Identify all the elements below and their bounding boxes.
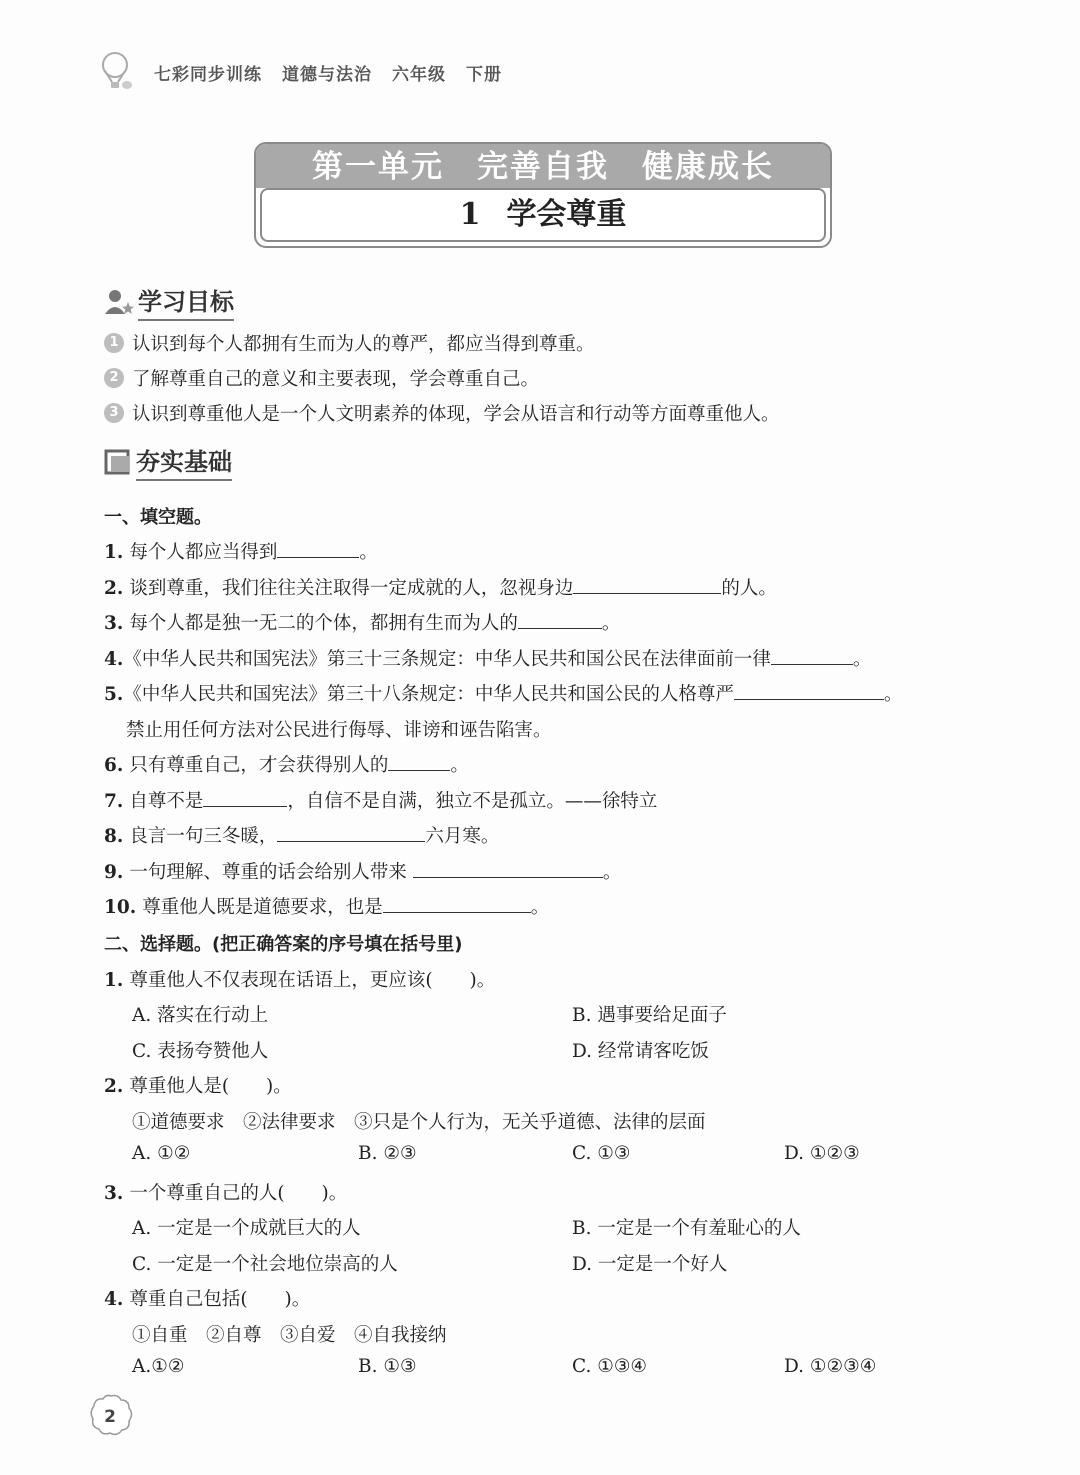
subject-name: 道德与法治 (282, 64, 372, 85)
option-c[interactable]: C. 表扬夸赞他人 (132, 1041, 269, 1062)
option-a[interactable]: A. 落实在行动上 (132, 1005, 269, 1026)
goal-number-badge: 3 (104, 403, 124, 423)
goal-item (104, 400, 780, 426)
answer-blank[interactable] (734, 681, 884, 700)
goal-item (104, 330, 595, 356)
answer-blank[interactable] (277, 539, 359, 558)
notebook-icon (104, 448, 132, 476)
grade-name: 六年级 (392, 64, 446, 85)
option-a[interactable]: A. ①② (132, 1143, 191, 1164)
answer-blank[interactable] (277, 823, 425, 842)
choice-question-3: 3. 一个尊重自己的人( )。 (104, 1183, 348, 1204)
unit-title-box (254, 142, 832, 248)
option-a[interactable]: A.①② (132, 1356, 185, 1377)
running-header (100, 52, 522, 92)
lesson-name: 学会尊重 (506, 197, 627, 232)
statement-list: ①道德要求 ②法律要求 ③只是个人行为，无关乎道德、法律的层面 (132, 1112, 706, 1133)
goal-number-badge: 2 (104, 368, 124, 388)
fill-question-2: 2. 谈到尊重，我们往往关注取得一定成就的人，忽视身边 的人。 (104, 574, 777, 600)
choice-question-1: 1. 尊重他人不仅表现在话语上，更应该( )。 (104, 970, 496, 991)
series-name: 七彩同步训练 (154, 64, 262, 85)
answer-blank[interactable] (573, 575, 721, 594)
option-b[interactable]: B. 一定是一个有羞耻心的人 (572, 1218, 801, 1239)
page-number-badge (88, 1392, 134, 1438)
fill-question-7: 7. 自尊不是 ，自信不是自满，独立不是孤立。——徐特立 (104, 787, 657, 813)
option-d[interactable]: D. 经常请客吃饭 (572, 1041, 709, 1062)
answer-blank[interactable] (203, 788, 287, 807)
option-d[interactable]: D. 一定是一个好人 (572, 1254, 728, 1275)
fill-question-9: 9. 一句理解、尊重的话会给别人带来 。 (104, 858, 621, 884)
option-d[interactable]: D. ①②③ (784, 1143, 860, 1164)
fill-question-8: 8. 良言一句三冬暖， 六月寒。 (104, 822, 499, 848)
part1-title: 一、填空题。 (104, 507, 212, 528)
fill-question-10: 10. 尊重他人既是道德要求，也是 。 (104, 893, 549, 919)
hot-air-balloon-icon (100, 52, 134, 92)
fill-question-1: 1. 每个人都应当得到 。 (104, 538, 378, 564)
option-b[interactable]: B. ①③ (358, 1356, 417, 1377)
choice-question-2: 2. 尊重他人是( )。 (104, 1076, 292, 1097)
unit-title: 第一单元 完善自我 健康成长 (256, 144, 830, 188)
option-d[interactable]: D. ①②③④ (784, 1356, 877, 1377)
basics-heading (104, 442, 232, 481)
answer-blank[interactable] (388, 752, 450, 771)
fill-question-5-continued: 禁止用任何方法对公民进行侮辱、诽谤和诬告陷害。 (126, 720, 552, 741)
fill-question-5: 5.《中华人民共和国宪法》第三十八条规定：中华人民共和国公民的人格尊严 。 (104, 680, 902, 706)
basics-heading-label: 夯实基础 (136, 442, 232, 481)
fill-question-4: 4.《中华人民共和国宪法》第三十三条规定：中华人民共和国公民在法律面前一律 。 (104, 645, 871, 671)
statement-list: ①自重 ②自尊 ③自爱 ④自我接纳 (132, 1325, 447, 1346)
option-b[interactable]: B. 遇事要给足面子 (572, 1005, 727, 1026)
lesson-title-box (260, 188, 826, 242)
lesson-number: 1 (459, 197, 481, 232)
goals-heading-label: 学习目标 (138, 282, 234, 321)
option-a[interactable]: A. 一定是一个成就巨大的人 (132, 1218, 361, 1239)
part2-title: 二、选择题。(把正确答案的序号填在括号里) (104, 934, 463, 955)
answer-blank[interactable] (518, 610, 602, 629)
option-b[interactable]: B. ②③ (358, 1143, 417, 1164)
student-star-icon (104, 288, 134, 316)
volume-name: 下册 (466, 64, 502, 85)
answer-blank[interactable] (383, 894, 531, 913)
goal-text: 了解尊重自己的意义和主要表现，学会尊重自己。 (132, 369, 540, 390)
goal-text: 认识到尊重他人是一个人文明素养的体现，学会从语言和行动等方面尊重他人。 (132, 404, 780, 425)
answer-blank[interactable] (413, 859, 603, 878)
choice-question-4: 4. 尊重自己包括( )。 (104, 1289, 311, 1310)
goal-text: 认识到每个人都拥有生而为人的尊严，都应当得到尊重。 (132, 334, 595, 355)
goal-number-badge: 1 (104, 333, 124, 353)
goals-heading (104, 282, 234, 321)
fill-question-6: 6. 只有尊重自己，才会获得别人的 。 (104, 751, 469, 777)
option-c[interactable]: C. ①③④ (572, 1356, 648, 1377)
goal-item (104, 365, 539, 391)
lesson-title (262, 190, 824, 240)
fill-question-3: 3. 每个人都是独一无二的个体，都拥有生而为人的 。 (104, 609, 620, 635)
option-c[interactable]: C. 一定是一个社会地位崇高的人 (132, 1254, 398, 1275)
answer-blank[interactable] (771, 646, 853, 665)
option-c[interactable]: C. ①③ (572, 1143, 631, 1164)
page-number: 2 (104, 1407, 116, 1427)
